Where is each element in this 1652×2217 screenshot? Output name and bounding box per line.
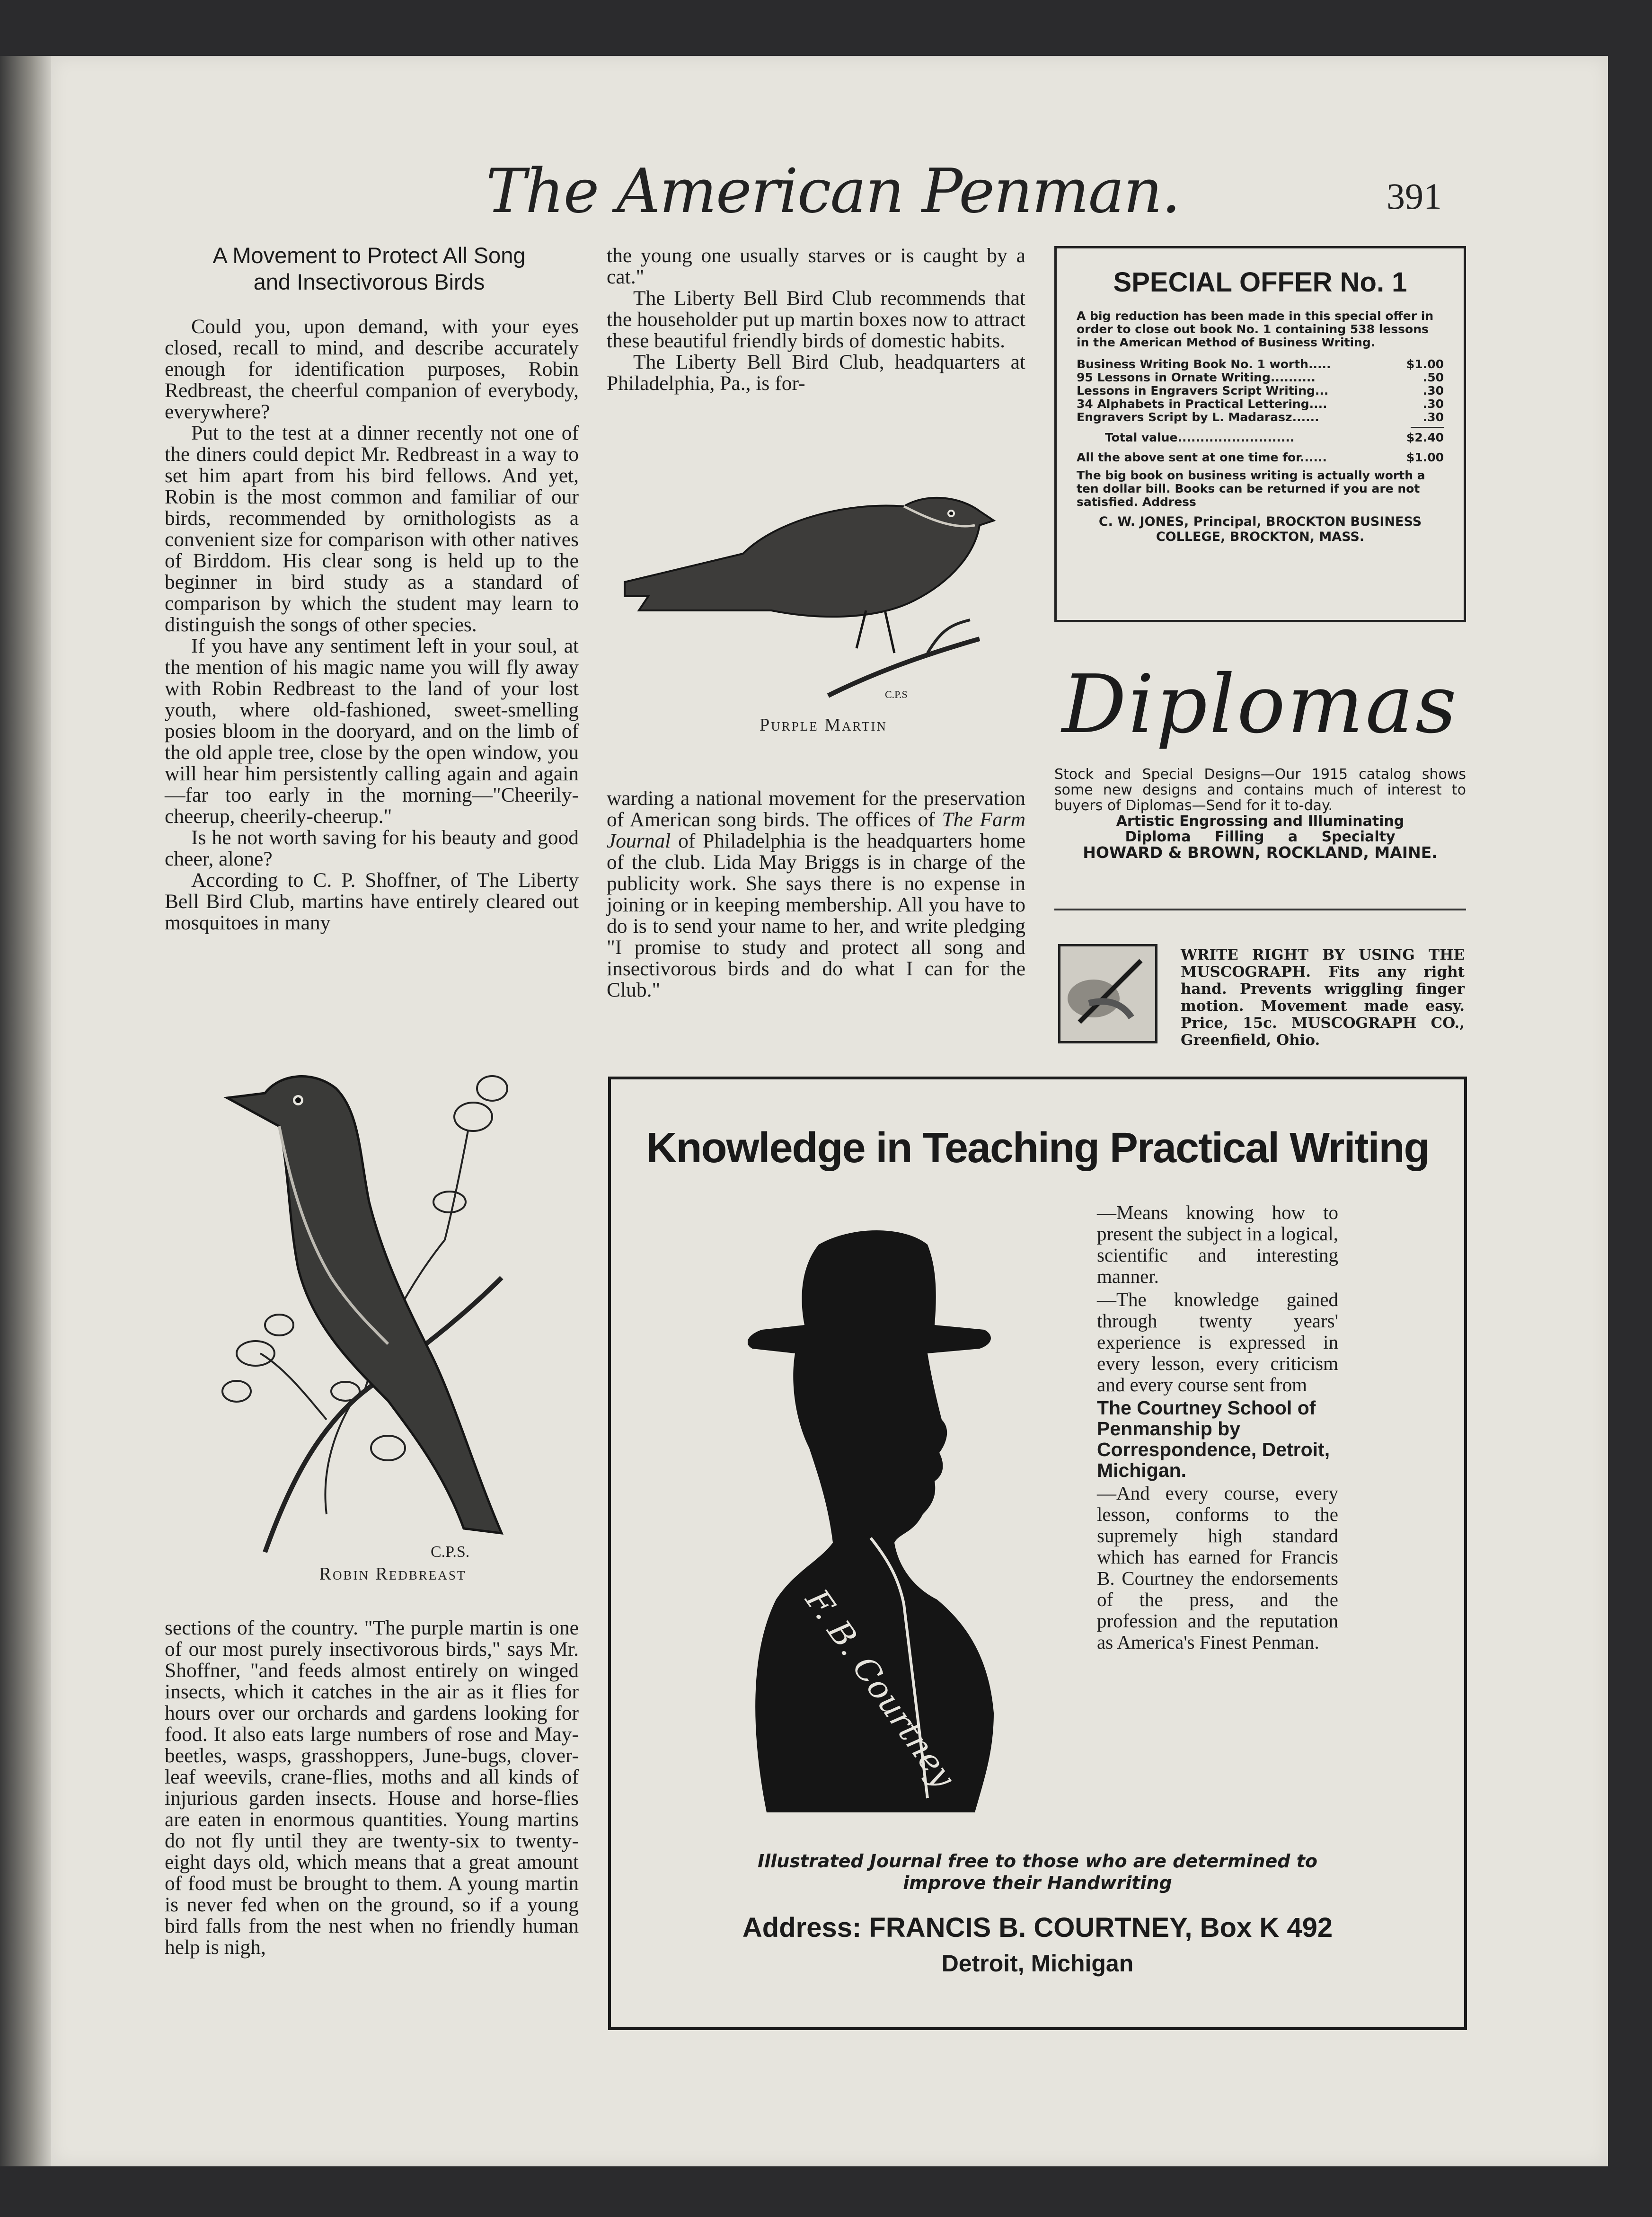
offer-item — [1077, 371, 1444, 384]
diplomas-title: Diplomas — [1061, 658, 1458, 751]
article-column-1 — [165, 316, 579, 934]
offer-note: The big book on business writing is actually worth a ten dollar bill. Books can be returned if you are not satisfied. Address — [1077, 468, 1425, 509]
paragraph: Put to the test at a dinner recently not one of the diners could depict Mr. Redbreast in a way to set him apart from his bird fellows. And yet, Robin is the most common and familiar of our birds, recommended by ornithologists as a convenient size for comparison with other natives of Birddom. His clear song is held up to the beginner in bird study as a standard of comparison by which the student may learn to distinguish the songs of other species. — [165, 422, 579, 636]
special-offer-ad — [1054, 246, 1466, 622]
total-price: $2.40 — [1406, 431, 1444, 444]
courtney-body — [1097, 1202, 1338, 1655]
robin-illustration — [208, 1060, 577, 1562]
offer-item-price: .30 — [1422, 397, 1444, 411]
paragraph: the young one usually starves or is caught by a cat." — [607, 244, 1025, 288]
courtney-offer-line: Illustrated Journal free to those who are determined to — [758, 1851, 1317, 1872]
courtney-offer — [615, 1850, 1460, 1894]
article-title-line1: A Movement to Protect All Song — [212, 243, 526, 268]
article-column-2 — [607, 245, 1025, 394]
offer-all — [1077, 451, 1444, 464]
offer-item-label: Business Writing Book No. 1 worth..... — [1077, 357, 1331, 371]
book-spine — [0, 56, 51, 2166]
courtney-paragraph: —The knowledge gained through twenty years' experience is expressed in every lesson, every criticism and every course sent from — [1097, 1289, 1338, 1396]
paragraph: The Liberty Bell Bird Club, headquarters at Philadelphia, Pa., is for- — [607, 351, 1025, 395]
courtney-school: The Courtney School of Penmanship by Correspondence, Detroit, Michigan. — [1097, 1397, 1330, 1481]
diplomas-line: Artistic Engrossing and Illuminating — [1116, 813, 1405, 830]
all-price: $1.00 — [1406, 450, 1444, 464]
publication-name: The Farm Journal — [607, 808, 1025, 852]
paragraph: sections of the country. "The purple martin is one of our most purely insectivorous birds," says Mr. Shoffner, "and feeds almost entirely on winged insects, which it catches in the air as it flies for hours over our orchards and gardens looking for food. It also eats large numbers of rose and May-beetles, wasps, grasshoppers, June-bugs, clover-leaf weevils, crane-flies, moths and all kinds of injurious garden insects. House and horse-flies are eaten in enormous quantities. Young martins do not fly until they are twenty-six to twenty-eight days old, which means that a great amount of food must be brought to them. A young martin is never fed when on the ground, so if a young bird falls from the nest when no friendly human help is nigh, — [165, 1616, 579, 1959]
diplomas-ad — [1054, 767, 1466, 860]
courtney-address: Address: FRANCIS B. COURTNEY, Box K 492 — [742, 1912, 1333, 1943]
article-title — [180, 242, 558, 295]
diplomas-address: HOWARD & BROWN, ROCKLAND, MAINE. — [1083, 843, 1438, 862]
muscograph-image — [1058, 944, 1157, 1043]
signature: F. B. Courtney — [798, 1582, 963, 1795]
offer-item-price: .50 — [1422, 371, 1444, 384]
article-title-line2: and Insectivorous Birds — [253, 269, 485, 294]
purple-martin-illustration — [620, 487, 1027, 705]
text-span: of Philadelphia is the headquarters home of the club. Lida May Briggs is in charge of the publicity work. She says there is no expense in joining or in keeping membership. All you have to do is to send your name to her, and write pledging "I promise to study and protect all song and insectivorous birds and do what I can for the Club." — [607, 830, 1025, 1001]
courtney-title: Knowledge in Teaching Practical Writing — [646, 1124, 1429, 1172]
masthead: The American Penman. — [486, 156, 1180, 227]
offer-address: C. W. JONES, Principal, BROCKTON BUSINESS COLLEGE, BROCKTON, MASS. — [1098, 514, 1422, 544]
paragraph: According to C. P. Shoffner, of The Liberty Bell Bird Club, martins have entirely cleared out mosquitoes in many — [165, 869, 579, 934]
special-offer-items — [1077, 358, 1444, 424]
offer-item — [1077, 358, 1444, 371]
courtney-offer-line: improve their Handwriting — [903, 1873, 1172, 1893]
offer-item-label: Engravers Script by L. Madarasz...... — [1077, 410, 1319, 424]
hand-pen-icon — [1060, 946, 1155, 1041]
offer-item — [1077, 397, 1444, 411]
paragraph: The Liberty Bell Bird Club recommends that the householder put up martin boxes now to attract these beautiful friendly birds of domestic habits. — [607, 287, 1025, 352]
courtney-city: Detroit, Michigan — [941, 1950, 1134, 1977]
courtney-paragraph: —Means knowing how to present the subject in a logical, scientific and interesting manner. — [1097, 1201, 1338, 1287]
paragraph: If you have any sentiment left in your soul, at the mention of his magic name you will fly away with Robin Redbreast to the land of your lost youth, where old-fashioned, sweet-smelling posies bloom in the dooryard, and on the limb of the old apple tree, close by the open window, you will hear him persistently calling again and again—far too early in the morning—"Cheerily-cheerup, cheerily-cheerup." — [165, 635, 579, 828]
article-column-1-continued — [165, 1617, 579, 1958]
ad-divider — [1054, 909, 1466, 910]
svg-text:C.P.S.: C.P.S. — [431, 1543, 470, 1561]
diplomas-text: Stock and Special Designs—Our 1915 catalog shows some new designs and contains much of interest to buyers of Diplomas—Send for it to-day. — [1054, 766, 1466, 814]
offer-item-price: $1.00 — [1406, 357, 1444, 371]
special-offer-title: SPECIAL OFFER No. 1 — [1113, 267, 1407, 298]
offer-item-label: Lessons in Engravers Script Writing... — [1077, 384, 1329, 397]
muscograph-text: WRITE RIGHT BY USING THE MUSCOGRAPH. Fits any right hand. Prevents wriggling finger motion. Movement made easy. Price, 15c. MUSCOGRAPH CO., Greenfield, Ohio. — [1181, 946, 1465, 1049]
diplomas-line: Diploma Filling a Specialty — [1125, 829, 1396, 845]
offer-item-label: 95 Lessons in Ornate Writing.......... — [1077, 371, 1316, 384]
svg-text:C.P.S: C.P.S — [885, 689, 908, 700]
courtney-silhouette — [748, 1230, 1041, 1812]
martin-caption: Purple Martin — [760, 715, 887, 735]
courtney-paragraph: —And every course, every lesson, conforms to the supremely high standard which has earned for Francis B. Courtney the endorsements of the press, and the profession and the reputation as America's Finest Penman. — [1097, 1482, 1338, 1653]
page-number: 391 — [1387, 176, 1442, 217]
offer-item-price: .30 — [1422, 384, 1444, 397]
offer-total — [1105, 431, 1444, 444]
offer-item — [1077, 384, 1444, 397]
offer-item-label: 34 Alphabets in Practical Lettering.... — [1077, 397, 1327, 411]
paragraph: Could you, upon demand, with your eyes closed, recall to mind, and describe accurately enough for identification purposes, Robin Redbreast, the cheerful companion of everybody, everywhere? — [165, 315, 579, 423]
article-column-2-continued — [607, 788, 1025, 1001]
robin-caption: Robin Redbreast — [319, 1564, 467, 1584]
total-label: Total value.......................... — [1105, 431, 1295, 444]
offer-item-price: .30 — [1422, 410, 1444, 424]
paragraph: Is he not worth saving for his beauty and good cheer, alone? — [165, 826, 579, 870]
offer-item — [1077, 411, 1444, 424]
text-span: warding a national movement for the preservation of American song birds. The offices of — [607, 787, 1025, 831]
all-label: All the above sent at one time for...... — [1077, 450, 1327, 464]
total-rule — [1411, 427, 1444, 428]
special-offer-intro: A big reduction has been made in this special offer in order to close out book No. 1 containing 538 lessons in the American Method of Business Writing. — [1077, 309, 1434, 349]
